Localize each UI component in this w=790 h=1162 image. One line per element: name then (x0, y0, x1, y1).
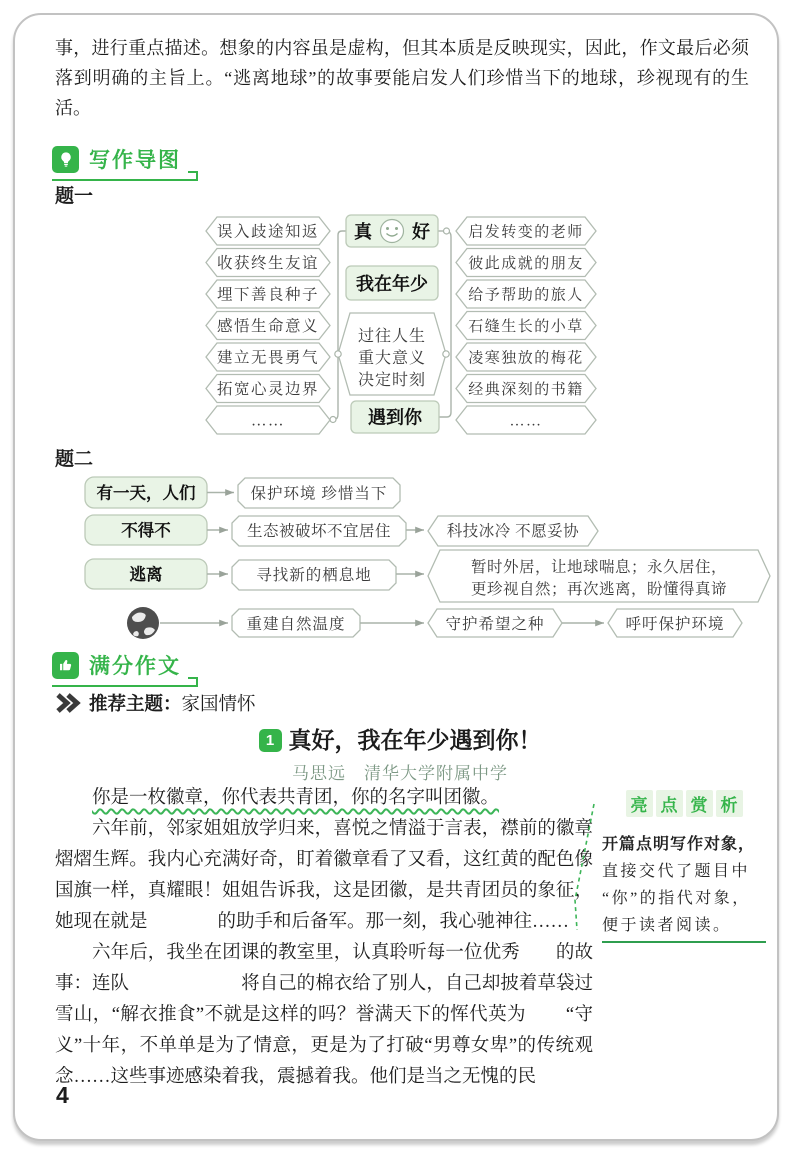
lightbulb-icon (52, 146, 79, 173)
flow-node-head (85, 559, 207, 589)
annotation-leader-line (566, 798, 602, 938)
sidebar-underline (602, 941, 766, 943)
svg-text:拓宽心灵边界: 拓宽心灵边界 (216, 381, 320, 398)
annotation-line: “你”的指代对象， (602, 890, 751, 907)
mindmap-node (206, 406, 330, 434)
junction-dot (330, 417, 336, 423)
svg-text:凌寒独放的梅花: 凌寒独放的梅花 (468, 350, 584, 367)
svg-text:决定时刻: 决定时刻 (357, 372, 427, 389)
flow-node (232, 560, 396, 590)
mindmap-node (456, 406, 596, 434)
essay-text: 的助手和后备军。那一刻，我心驰神往…… (217, 912, 570, 932)
junction-dot (444, 228, 450, 234)
double-chevron-icon (55, 692, 81, 714)
mindmap-node (346, 266, 438, 300)
annotation-bold-line: 开篇点明写作对象， (602, 836, 756, 853)
mindmap-root-node (346, 215, 438, 247)
svg-text:收获终生友谊: 收获终生友谊 (216, 255, 320, 272)
essay-number-badge: 1 (259, 729, 282, 752)
mindmap-node (206, 312, 330, 340)
svg-text:呼吁保护环境: 呼吁保护环境 (625, 616, 725, 633)
mindmap-node (456, 249, 596, 277)
recommend-label: 推荐主题： (89, 693, 182, 714)
svg-text:给予帮助的旅人: 给予帮助的旅人 (468, 287, 584, 304)
flow-node-head (85, 515, 207, 545)
fill-in-blank (148, 926, 218, 927)
sidebar-title-char: 亮 (626, 790, 653, 817)
svg-text:真: 真 (354, 222, 372, 242)
right-bracket-line (439, 233, 451, 418)
left-bracket-line (335, 231, 346, 419)
svg-text:重建自然温度: 重建自然温度 (246, 616, 346, 633)
flow-node-head (85, 477, 207, 508)
flow-node (232, 516, 406, 546)
svg-text:石缝生长的小草: 石缝生长的小草 (468, 319, 584, 335)
mindmap-node (206, 217, 330, 245)
recommend-theme-row (55, 690, 256, 716)
essay-text: 的故事：连队 (55, 943, 593, 994)
mindmap-node (456, 375, 596, 403)
mindmap-node (456, 280, 596, 308)
sidebar-annotation-title (602, 790, 766, 817)
section-header-model-essay (52, 650, 197, 687)
essay-body (55, 783, 593, 1093)
smiley-icon (381, 220, 404, 243)
essay-text: 将自己的棉衣给了别人，自己却披着草袋过雪山，“解衣推食”不就是这样的吗？誉满天下的恽代英为 (55, 974, 593, 1025)
junction-dot (335, 351, 341, 357)
svg-text:感悟生命意义: 感悟生命意义 (216, 318, 320, 335)
flow-node (238, 478, 400, 508)
essay-text: 六年前，邻家姐姐放学归来，喜悦之情溢于言表，襟前的徽章熠熠生辉。我内心充满好奇，盯着徽章看了又看，这红黄的配色像国旗一样，真耀眼！姐姐告诉我，这是团徽，是共青团员的象征，她现在就是 (55, 819, 593, 932)
page-number: 4 (56, 1082, 69, 1108)
essay-title-row (55, 722, 745, 755)
essay-text: 六年后，我坐在团课的教室里，认真聆听每一位优秀 (92, 943, 520, 963)
sidebar-title-char: 析 (716, 790, 743, 817)
flow-node (232, 609, 360, 637)
earth-icon (127, 607, 159, 639)
section-header-writing-map (52, 144, 197, 181)
mindmap-node (456, 343, 596, 371)
svg-text:遇到你: 遇到你 (368, 407, 422, 428)
header-underline-hook (188, 171, 198, 181)
essay-paragraph-3 (55, 938, 593, 1093)
mindmap-node (456, 217, 596, 245)
sidebar-title-char: 赏 (686, 790, 713, 817)
annotation-line: 便于读者阅读。 (602, 917, 732, 934)
mindmap-node (351, 401, 439, 433)
topic2-label: 题二 (55, 449, 94, 470)
mindmap-node (335, 313, 449, 395)
svg-text:彼此成就的朋友: 彼此成就的朋友 (468, 256, 584, 272)
essay-text: “守义”十年，不单单是为了情意，更是为了打破“男尊女卑”的传统观念……这些事迹感染着我，震撼着我。他们是当之无愧的民 (55, 1005, 593, 1087)
flow-node (428, 516, 598, 546)
flow-node (428, 550, 770, 602)
fill-in-blank (526, 1019, 566, 1020)
svg-text:经典深刻的书籍: 经典深刻的书籍 (468, 382, 584, 398)
svg-text:埋下善良种子: 埋下善良种子 (216, 286, 320, 304)
svg-text:守护希望之种: 守护希望之种 (445, 616, 545, 633)
flow-node (428, 609, 562, 637)
svg-text:重大意义: 重大意义 (357, 350, 427, 367)
recommend-value: 家国情怀 (181, 693, 256, 714)
mindmap-node (206, 343, 330, 371)
fill-in-blank (520, 957, 556, 958)
svg-text:我在年少: 我在年少 (356, 274, 428, 294)
mindmap-node (456, 312, 596, 340)
sidebar-title-char: 点 (656, 790, 683, 817)
svg-text:建立无畏勇气: 建立无畏勇气 (216, 349, 320, 367)
mindmap-node (206, 280, 330, 308)
flow-node (608, 609, 742, 637)
svg-text:逃离: 逃离 (129, 566, 163, 584)
essay-paragraph-1 (55, 783, 593, 814)
svg-text:不得不: 不得不 (121, 522, 171, 540)
intro-paragraph: 事，进行重点描述。想象的内容虽是虚构，但其本质是反映现实，因此，作文最后必须落到明确的主旨上。“逃离地球”的故事要能启发人们珍惜当下的地球，珍视现有的生活。 (55, 38, 749, 118)
essay-author: 马思远 清华大学附属中学 (292, 764, 508, 783)
svg-text:……: …… (509, 413, 543, 430)
svg-text:保护环境 珍惜当下: 保护环境 珍惜当下 (250, 485, 388, 503)
svg-text:暂时外居，让地球喘息；永久居住，: 暂时外居，让地球喘息；永久居住， (470, 559, 728, 576)
svg-text:更珍视自然；再次逃离，盼懂得真谛: 更珍视自然；再次逃离，盼懂得真谛 (470, 581, 728, 598)
section-title-model-essay: 满分作文 (89, 655, 181, 678)
mindmap-node (206, 375, 330, 403)
svg-text:误入歧途知返: 误入歧途知返 (216, 223, 320, 241)
essay-paragraph-2 (55, 814, 593, 938)
fill-in-blank (129, 988, 241, 989)
svg-text:科技冰冷 不愿妥协: 科技冰冷 不愿妥协 (446, 523, 580, 540)
topic1-mindmap (200, 212, 602, 438)
junction-dot (443, 351, 449, 357)
svg-text:……: …… (251, 412, 285, 430)
header-underline-hook (188, 677, 198, 687)
section-title-writing-map: 写作导图 (89, 149, 181, 172)
sidebar-annotation-body (602, 831, 766, 939)
annotation-line: 直接交代了题目中 (602, 863, 751, 880)
topic2-flow-diagram (78, 470, 778, 654)
topic1-label: 题一 (55, 186, 94, 207)
mindmap-node (206, 249, 330, 277)
svg-text:好: 好 (412, 222, 430, 242)
highlighted-sentence: 你是一枚徽章，你代表共青团，你的名字叫团徽。 (92, 788, 500, 808)
svg-text:生态被破坏不宜居住: 生态被破坏不宜居住 (246, 523, 392, 540)
svg-text:寻找新的栖息地: 寻找新的栖息地 (256, 567, 372, 584)
thumbs-up-icon (52, 652, 79, 679)
essay-title: 真好，我在年少遇到你！ (288, 727, 542, 753)
svg-text:有一天，人们: 有一天，人们 (96, 484, 196, 503)
svg-text:启发转变的老师: 启发转变的老师 (468, 224, 584, 241)
svg-text:过往人生: 过往人生 (357, 328, 427, 345)
